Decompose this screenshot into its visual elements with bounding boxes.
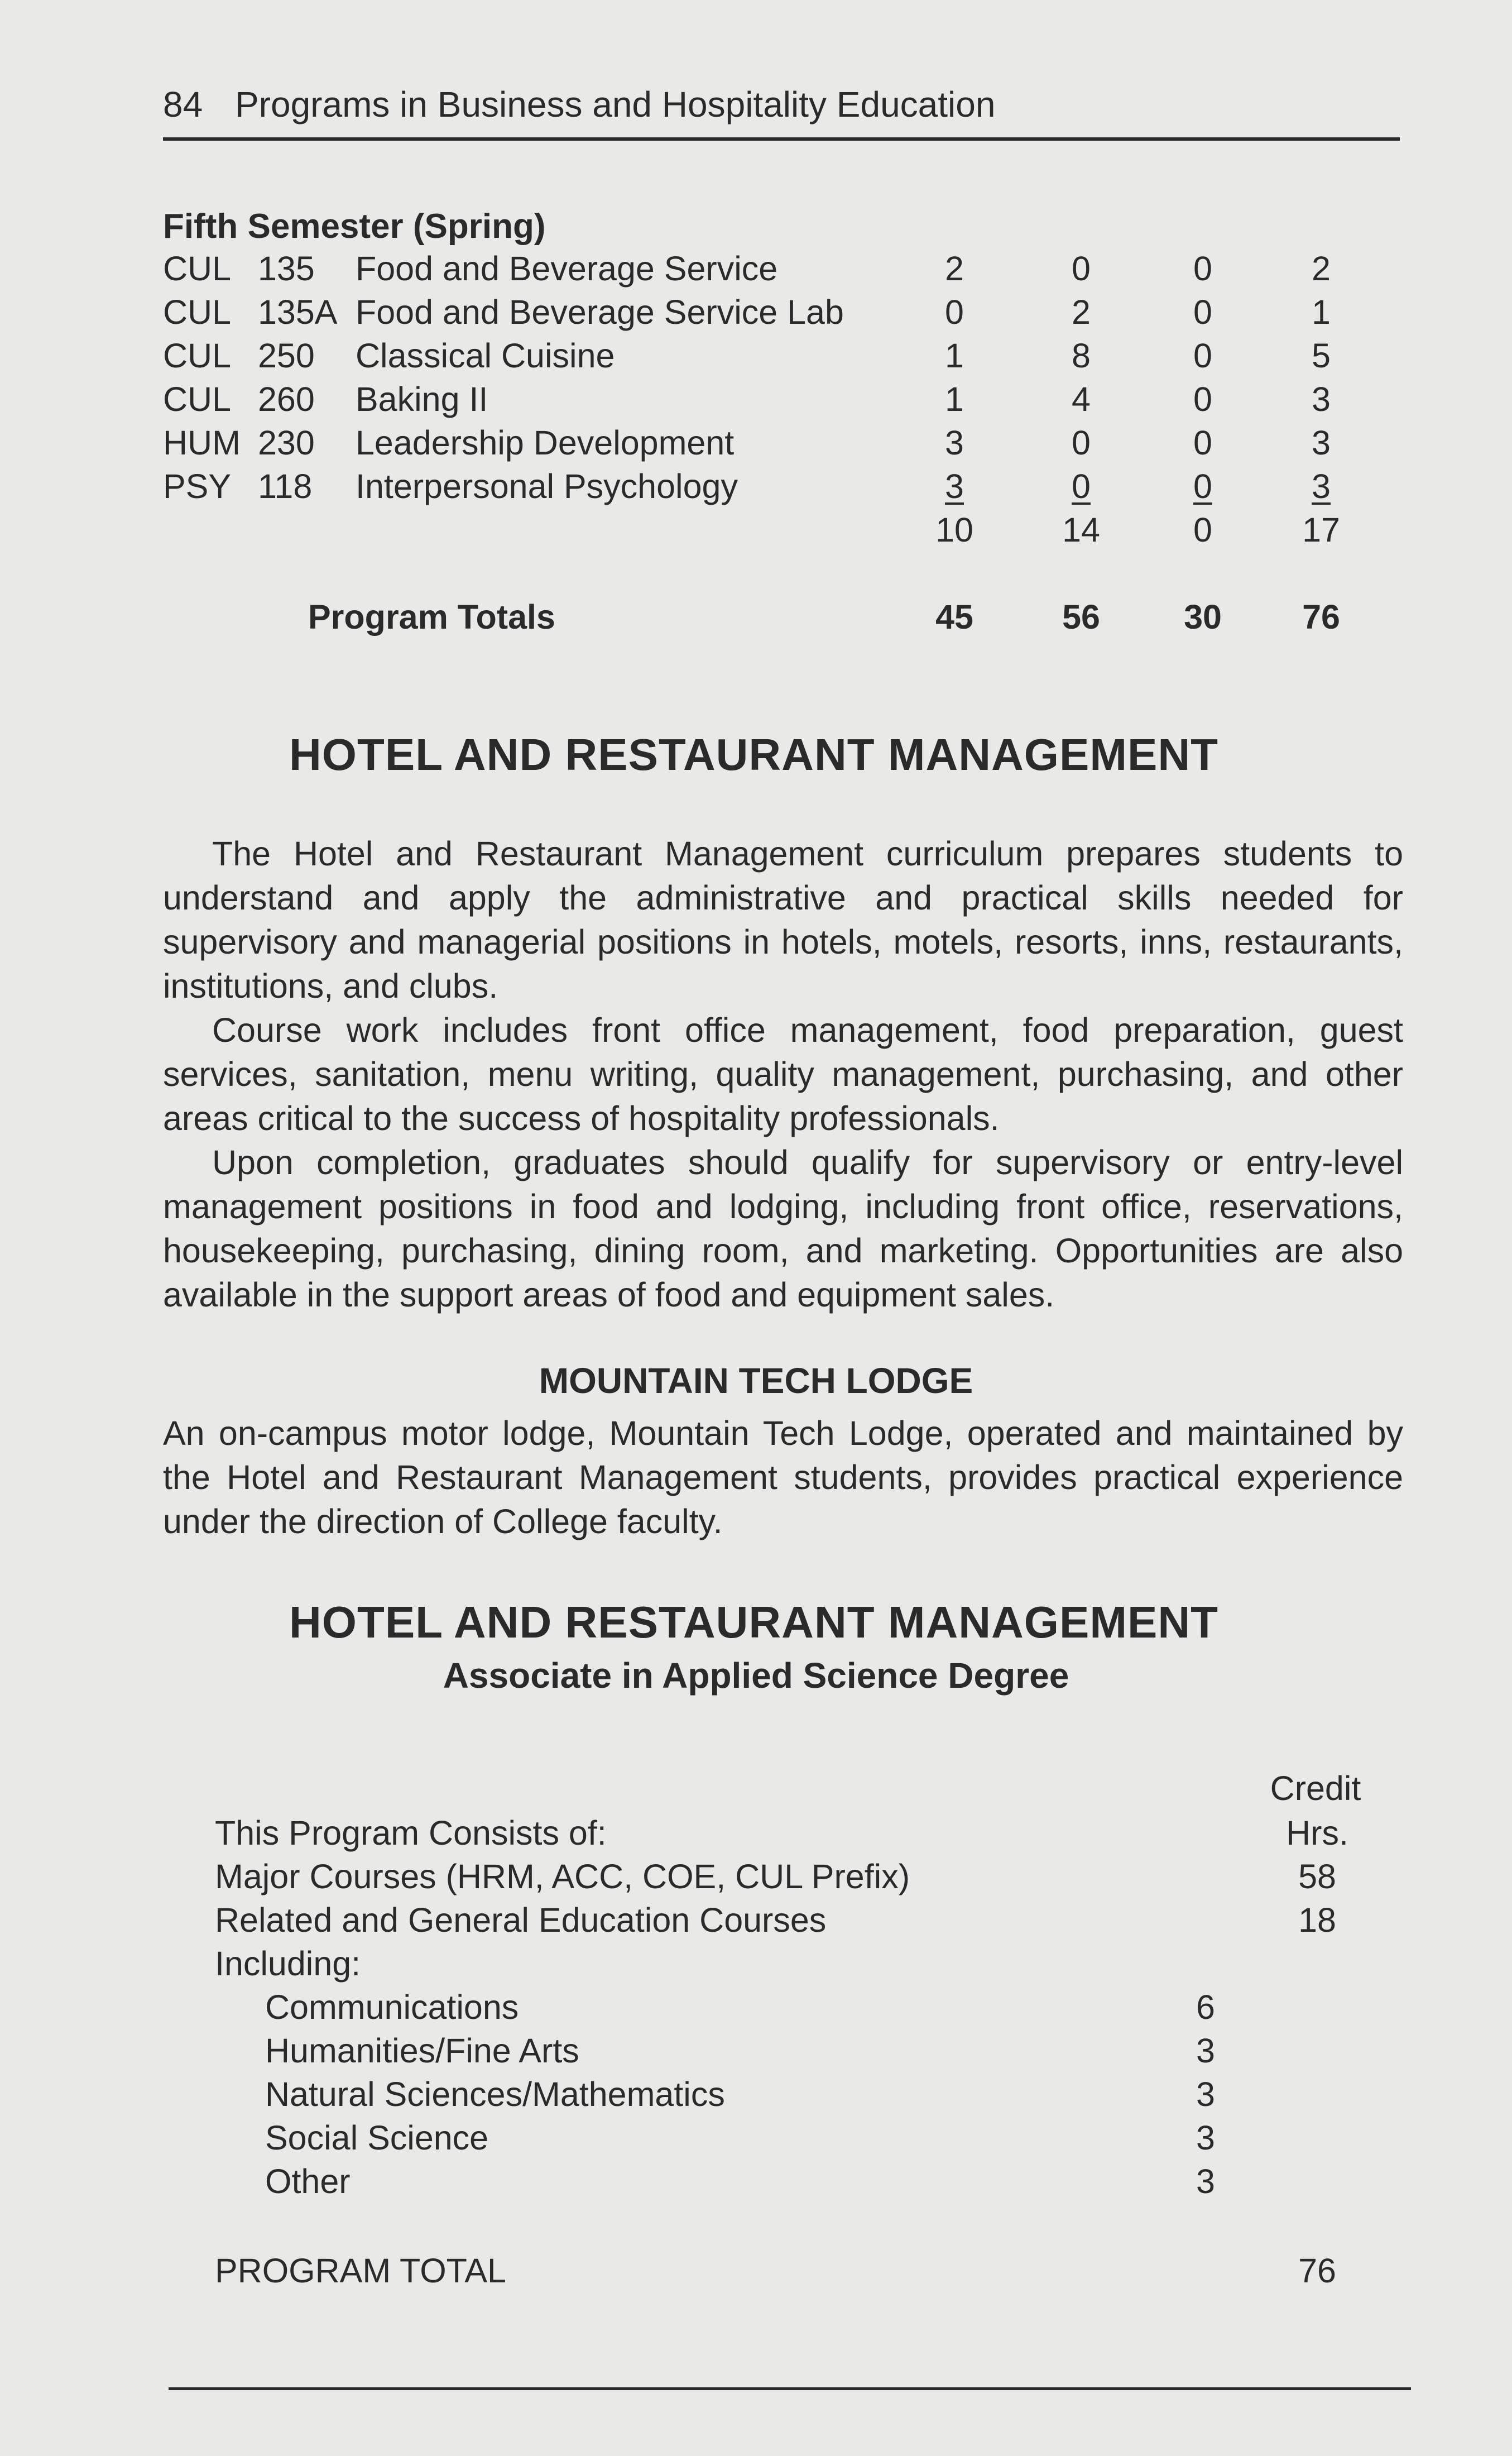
program-totals-row xyxy=(0,597,1512,641)
course-title: Food and Beverage Service Lab xyxy=(356,293,844,331)
course-title: Leadership Development xyxy=(356,424,735,462)
class-hours: 3 xyxy=(945,424,964,462)
including-item-value: 3 xyxy=(1196,2119,1215,2157)
program-credit-total: 76 xyxy=(1302,598,1340,636)
work-hours-total: 0 xyxy=(1193,511,1212,549)
including-item xyxy=(0,1988,1512,2031)
credit-hours-total: 17 xyxy=(1302,511,1340,549)
degree-subheading: Associate in Applied Science Degree xyxy=(443,1655,1069,1696)
work-hours: 0 xyxy=(1193,467,1212,505)
coursework-paragraph: Course work includes front office management, food preparation, guest services, sanitation, menu writing, quality management, purchasing, and other areas critical to the success of hospitality professionals. xyxy=(163,1011,1403,1137)
program-total-label: PROGRAM TOTAL xyxy=(215,2252,506,2290)
lab-hours: 8 xyxy=(1072,337,1091,375)
course-number: 230 xyxy=(258,424,315,462)
course-number: 135A xyxy=(258,293,338,331)
program-total-value: 76 xyxy=(1298,2252,1336,2290)
semester-title: Fifth Semester (Spring) xyxy=(163,207,546,246)
course-prefix: CUL xyxy=(163,250,232,288)
including-item-value: 3 xyxy=(1196,2032,1215,2070)
course-row xyxy=(0,423,1512,467)
class-hours: 3 xyxy=(945,467,964,505)
course-number: 135 xyxy=(258,250,315,288)
credit-hours: 5 xyxy=(1312,337,1331,375)
major-value: 58 xyxy=(1298,1857,1336,1895)
course-title: Baking II xyxy=(356,380,488,418)
class-hours: 1 xyxy=(945,380,964,418)
class-hours: 0 xyxy=(945,293,964,331)
course-prefix: HUM xyxy=(163,424,241,462)
lodge-heading: MOUNTAIN TECH LODGE xyxy=(539,1361,973,1401)
course-prefix: CUL xyxy=(163,337,232,375)
course-prefix: CUL xyxy=(163,293,232,331)
including-item-label: Natural Sciences/Mathematics xyxy=(265,2075,725,2113)
consists-row xyxy=(0,1813,1512,1857)
credit-hours: 3 xyxy=(1312,467,1331,505)
work-hours: 0 xyxy=(1193,380,1212,418)
completion-paragraph: Upon completion, graduates should qualify for supervisory or entry-level management positions in food and lodging, including front office, reservations, housekeeping, purchasing, dining room, and marketing. Opportunities are also available in the support areas of food and equipment sales. xyxy=(163,1143,1403,1314)
work-hours: 0 xyxy=(1193,424,1212,462)
page-header-title: Programs in Business and Hospitality Education xyxy=(234,84,996,125)
including-item xyxy=(0,2118,1512,2162)
course-row xyxy=(0,467,1512,510)
including-label: Including: xyxy=(215,1945,361,1983)
consists-label: This Program Consists of: xyxy=(215,1814,607,1852)
including-item-label: Humanities/Fine Arts xyxy=(265,2032,579,2070)
related-label: Related and General Education Courses xyxy=(215,1901,827,1939)
course-row xyxy=(0,380,1512,423)
course-number: 118 xyxy=(258,467,313,505)
major-label: Major Courses (HRM, ACC, COE, CUL Prefix) xyxy=(215,1857,910,1895)
including-item xyxy=(0,2031,1512,2075)
course-row xyxy=(0,293,1512,336)
lab-hours: 0 xyxy=(1072,467,1091,505)
credit-hours: 2 xyxy=(1312,250,1331,288)
credit-header: Credit xyxy=(1270,1769,1361,1807)
lab-hours: 0 xyxy=(1072,424,1091,462)
related-row xyxy=(0,1900,1512,1944)
class-hours: 1 xyxy=(945,337,964,375)
course-title: Food and Beverage Service xyxy=(356,250,778,288)
semester-totals-row xyxy=(0,510,1512,554)
course-title: Interpersonal Psychology xyxy=(356,467,738,505)
credit-hours: 3 xyxy=(1312,380,1331,418)
section-heading: HOTEL AND RESTAURANT MANAGEMENT xyxy=(289,730,1219,779)
course-title: Classical Cuisine xyxy=(356,337,615,375)
program-total-row xyxy=(0,2251,1512,2295)
work-hours: 0 xyxy=(1193,337,1212,375)
lab-hours-total: 14 xyxy=(1062,511,1100,549)
program-work-total: 30 xyxy=(1184,598,1222,636)
footer-rule xyxy=(169,2387,1411,2390)
work-hours: 0 xyxy=(1193,250,1212,288)
course-number: 250 xyxy=(258,337,315,375)
including-item xyxy=(0,2162,1512,2205)
including-item-value: 6 xyxy=(1196,1988,1215,2026)
credit-hours: 1 xyxy=(1312,293,1331,331)
intro-paragraph: The Hotel and Restaurant Management curriculum prepares students to understand and apply the administrative and practical skills needed for supervisory and managerial positions in hotels, motels, resorts, inns, restaurants, institutions, and clubs. xyxy=(163,835,1403,1005)
program-totals-label: Program Totals xyxy=(308,598,555,636)
lodge-paragraph: An on-campus motor lodge, Mountain Tech Lodge, operated and maintained by the Hotel and Restaurant Management students, provides practical experience under the direction of College faculty. xyxy=(163,1414,1403,1540)
program-lab-total: 56 xyxy=(1062,598,1100,636)
page-header xyxy=(163,84,995,125)
course-row xyxy=(0,249,1512,293)
course-prefix: CUL xyxy=(163,380,232,418)
credit-header-row xyxy=(0,1769,1512,1812)
hours-header: Hrs. xyxy=(1286,1814,1348,1852)
lab-hours: 2 xyxy=(1072,293,1091,331)
degree-heading: HOTEL AND RESTAURANT MANAGEMENT xyxy=(289,1597,1219,1647)
program-class-total: 45 xyxy=(935,598,973,636)
lab-hours: 4 xyxy=(1072,380,1091,418)
class-hours: 2 xyxy=(945,250,964,288)
lab-hours: 0 xyxy=(1072,250,1091,288)
credit-hours: 3 xyxy=(1312,424,1331,462)
header-rule xyxy=(163,137,1400,141)
including-item-label: Other xyxy=(265,2162,351,2200)
course-number: 260 xyxy=(258,380,315,418)
including-item xyxy=(0,2075,1512,2118)
course-prefix: PSY xyxy=(163,467,232,505)
work-hours: 0 xyxy=(1193,293,1212,331)
class-hours-total: 10 xyxy=(935,511,973,549)
including-item-label: Social Science xyxy=(265,2119,489,2157)
page-number: 84 xyxy=(163,84,203,125)
major-row xyxy=(0,1857,1512,1900)
course-row xyxy=(0,336,1512,380)
including-item-value: 3 xyxy=(1196,2075,1215,2113)
including-item-label: Communications xyxy=(265,1988,519,2026)
including-row xyxy=(0,1944,1512,1988)
including-item-value: 3 xyxy=(1196,2162,1215,2200)
related-value: 18 xyxy=(1298,1901,1336,1939)
